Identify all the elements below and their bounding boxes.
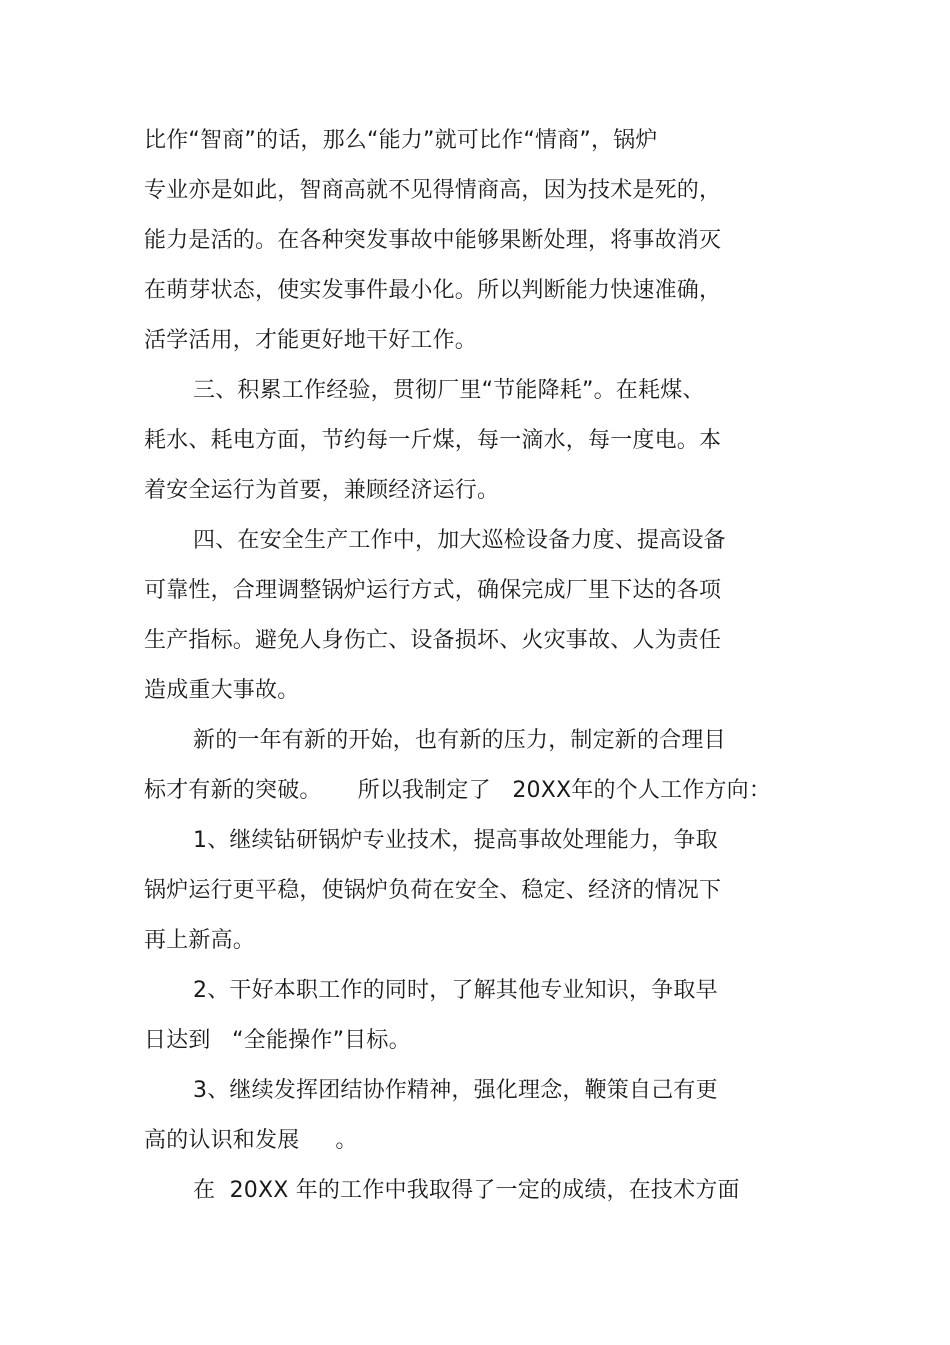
text-line: 比作“智商”的话，那么“能力”就可比作“情商”，锅炉 [144, 128, 658, 153]
text-line: 标才有新的突破。 所以我制定了 20XX年的个人工作方向： [144, 778, 772, 803]
paragraph-start-line: 1、继续钻研锅炉专业技术，提高事故处理能力，争取 [193, 828, 718, 853]
text-line: 高的认识和发展 。 [144, 1128, 358, 1153]
text-line: 日达到 “全能操作”目标。 [144, 1028, 411, 1053]
paragraph-start-line: 2、干好本职工作的同时，了解其他专业知识，争取早 [193, 978, 718, 1003]
text-line: 在萌芽状态，使实发事件最小化。所以判断能力快速准确， [144, 278, 722, 303]
paragraph-start-line: 三、积累工作经验，贯彻厂里“节能降耗”。在耗煤、 [193, 378, 705, 403]
text-line: 锅炉运行更平稳，使锅炉负荷在安全、稳定、经济的情况下 [144, 878, 722, 903]
paragraph-start-line: 四、在安全生产工作中，加大巡检设备力度、提高设备 [193, 528, 726, 553]
text-line: 再上新高。 [144, 928, 256, 953]
paragraph-start-line: 新的一年有新的开始，也有新的压力，制定新的合理目 [193, 728, 726, 753]
text-line: 造成重大事故。 [144, 678, 300, 703]
text-line: 可靠性，合理调整锅炉运行方式，确保完成厂里下达的各项 [144, 578, 722, 603]
text-line: 能力是活的。在各种突发事故中能够果断处理，将事故消灭 [144, 228, 722, 253]
text-line: 活学活用，才能更好地干好工作。 [144, 328, 478, 353]
paragraph-start-line: 在 20XX 年的工作中我取得了一定的成绩，在技术方面 [193, 1178, 740, 1203]
text-line: 着安全运行为首要，兼顾经济运行。 [144, 478, 500, 503]
text-line: 耗水、耗电方面，节约每一斤煤，每一滴水，每一度电。本 [144, 428, 722, 453]
paragraph-start-line: 3、继续发挥团结协作精神，强化理念，鞭策自己有更 [193, 1078, 718, 1103]
text-line: 生产指标。避免人身伤亡、设备损坏、火灾事故、人为责任 [144, 628, 722, 653]
text-line: 专业亦是如此，智商高就不见得情商高，因为技术是死的， [144, 178, 722, 203]
